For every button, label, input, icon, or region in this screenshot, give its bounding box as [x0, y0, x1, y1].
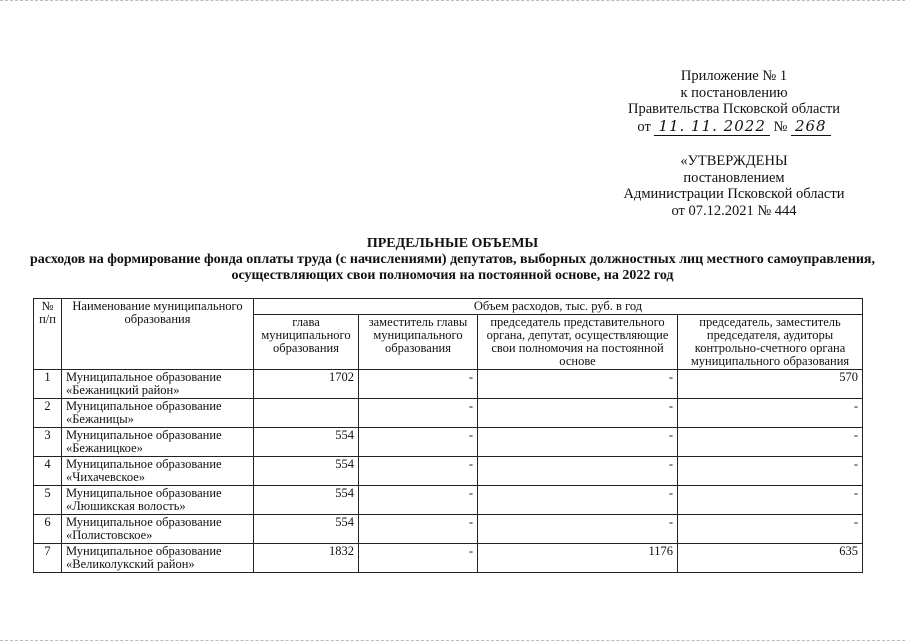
table-row — [34, 486, 863, 515]
header-num: № п/п — [34, 299, 62, 370]
header-col-4: председатель, заместитель председателя, аудиторы контрольно-счетного органа муниципального образования — [678, 315, 863, 370]
table-header-row-1 — [34, 299, 863, 315]
table-row — [34, 457, 863, 486]
appendix-dateline — [637, 118, 830, 136]
table-row — [34, 370, 863, 399]
row-col-2: - — [359, 515, 478, 544]
row-col-2: - — [359, 370, 478, 399]
row-name: Муниципальное образование «Великолукский район» — [62, 544, 254, 573]
row-col-3: - — [478, 515, 678, 544]
row-num: 7 — [34, 544, 62, 573]
row-num: 3 — [34, 428, 62, 457]
row-col-1: 1702 — [254, 370, 359, 399]
number-prefix: № — [773, 118, 788, 135]
row-num: 2 — [34, 399, 62, 428]
appendix-line-3: Правительства Псковской области — [628, 101, 840, 117]
row-num: 6 — [34, 515, 62, 544]
table-row — [34, 428, 863, 457]
row-col-1: 554 — [254, 428, 359, 457]
row-col-1: 1832 — [254, 544, 359, 573]
header-col-2: заместитель главы муниципального образования — [359, 315, 478, 370]
row-col-3: 1176 — [478, 544, 678, 573]
header-col-3: председатель представительного органа, депутат, осуществляющие свои полномочия на постоянной основе — [478, 315, 678, 370]
header-col-1: глава муниципального образования — [254, 315, 359, 370]
row-col-3: - — [478, 370, 678, 399]
row-col-3: - — [478, 457, 678, 486]
row-name: Муниципальное образование «Бежаницы» — [62, 399, 254, 428]
row-num: 4 — [34, 457, 62, 486]
row-col-4: - — [678, 428, 863, 457]
approved-line-1: «УТВЕРЖДЕНЫ — [680, 153, 788, 169]
row-col-4: 570 — [678, 370, 863, 399]
document-subtitle: расходов на формирование фонда оплаты труда (с начислениями) депутатов, выборных должностных лиц местного самоуправления, осуществляющих свои полномочия на постоянной основе, на 2022 год — [30, 252, 875, 283]
row-col-4: - — [678, 486, 863, 515]
row-col-4: 635 — [678, 544, 863, 573]
appendix-line-1: Приложение № 1 — [680, 68, 788, 84]
row-col-2: - — [359, 457, 478, 486]
row-col-4: - — [678, 399, 863, 428]
appendix-line-2: к постановлению — [680, 84, 788, 101]
row-col-1 — [254, 399, 359, 428]
row-name: Муниципальное образование «Бежаницкое» — [62, 428, 254, 457]
approved-line-3: Администрации Псковской области — [623, 186, 845, 202]
handwritten-number: 268 — [791, 117, 831, 136]
scan-edge-top — [0, 0, 905, 7]
row-col-1: 554 — [254, 486, 359, 515]
row-col-2: - — [359, 428, 478, 457]
row-col-2: - — [359, 486, 478, 515]
row-col-4: - — [678, 515, 863, 544]
row-col-2: - — [359, 399, 478, 428]
header-name: Наименование муниципального образования — [62, 299, 254, 370]
row-name: Муниципальное образование «Бежаницкий район» — [62, 370, 254, 399]
document-heading — [30, 236, 875, 284]
row-name: Муниципальное образование «Полистовское» — [62, 515, 254, 544]
handwritten-date: 11. 11. 2022 — [654, 117, 769, 136]
table-row — [34, 399, 863, 428]
appendix-block — [600, 68, 868, 135]
date-prefix: от — [637, 118, 651, 135]
row-col-1: 554 — [254, 515, 359, 544]
row-num: 5 — [34, 486, 62, 515]
approved-line-2: постановлением — [683, 169, 785, 186]
header-group: Объем расходов, тыс. руб. в год — [254, 299, 863, 315]
table-row — [34, 515, 863, 544]
row-col-3: - — [478, 428, 678, 457]
row-col-1: 554 — [254, 457, 359, 486]
row-col-4: - — [678, 457, 863, 486]
row-name: Муниципальное образование «Люшикская волость» — [62, 486, 254, 515]
row-col-3: - — [478, 399, 678, 428]
approved-block — [600, 153, 868, 219]
approved-line-4: от 07.12.2021 № 444 — [671, 202, 797, 219]
table-row — [34, 544, 863, 573]
row-col-2: - — [359, 544, 478, 573]
row-num: 1 — [34, 370, 62, 399]
document-title: ПРЕДЕЛЬНЫЕ ОБЪЕМЫ — [366, 236, 539, 251]
row-col-3: - — [478, 486, 678, 515]
expenses-table — [33, 298, 863, 573]
row-name: Муниципальное образование «Чихачевское» — [62, 457, 254, 486]
